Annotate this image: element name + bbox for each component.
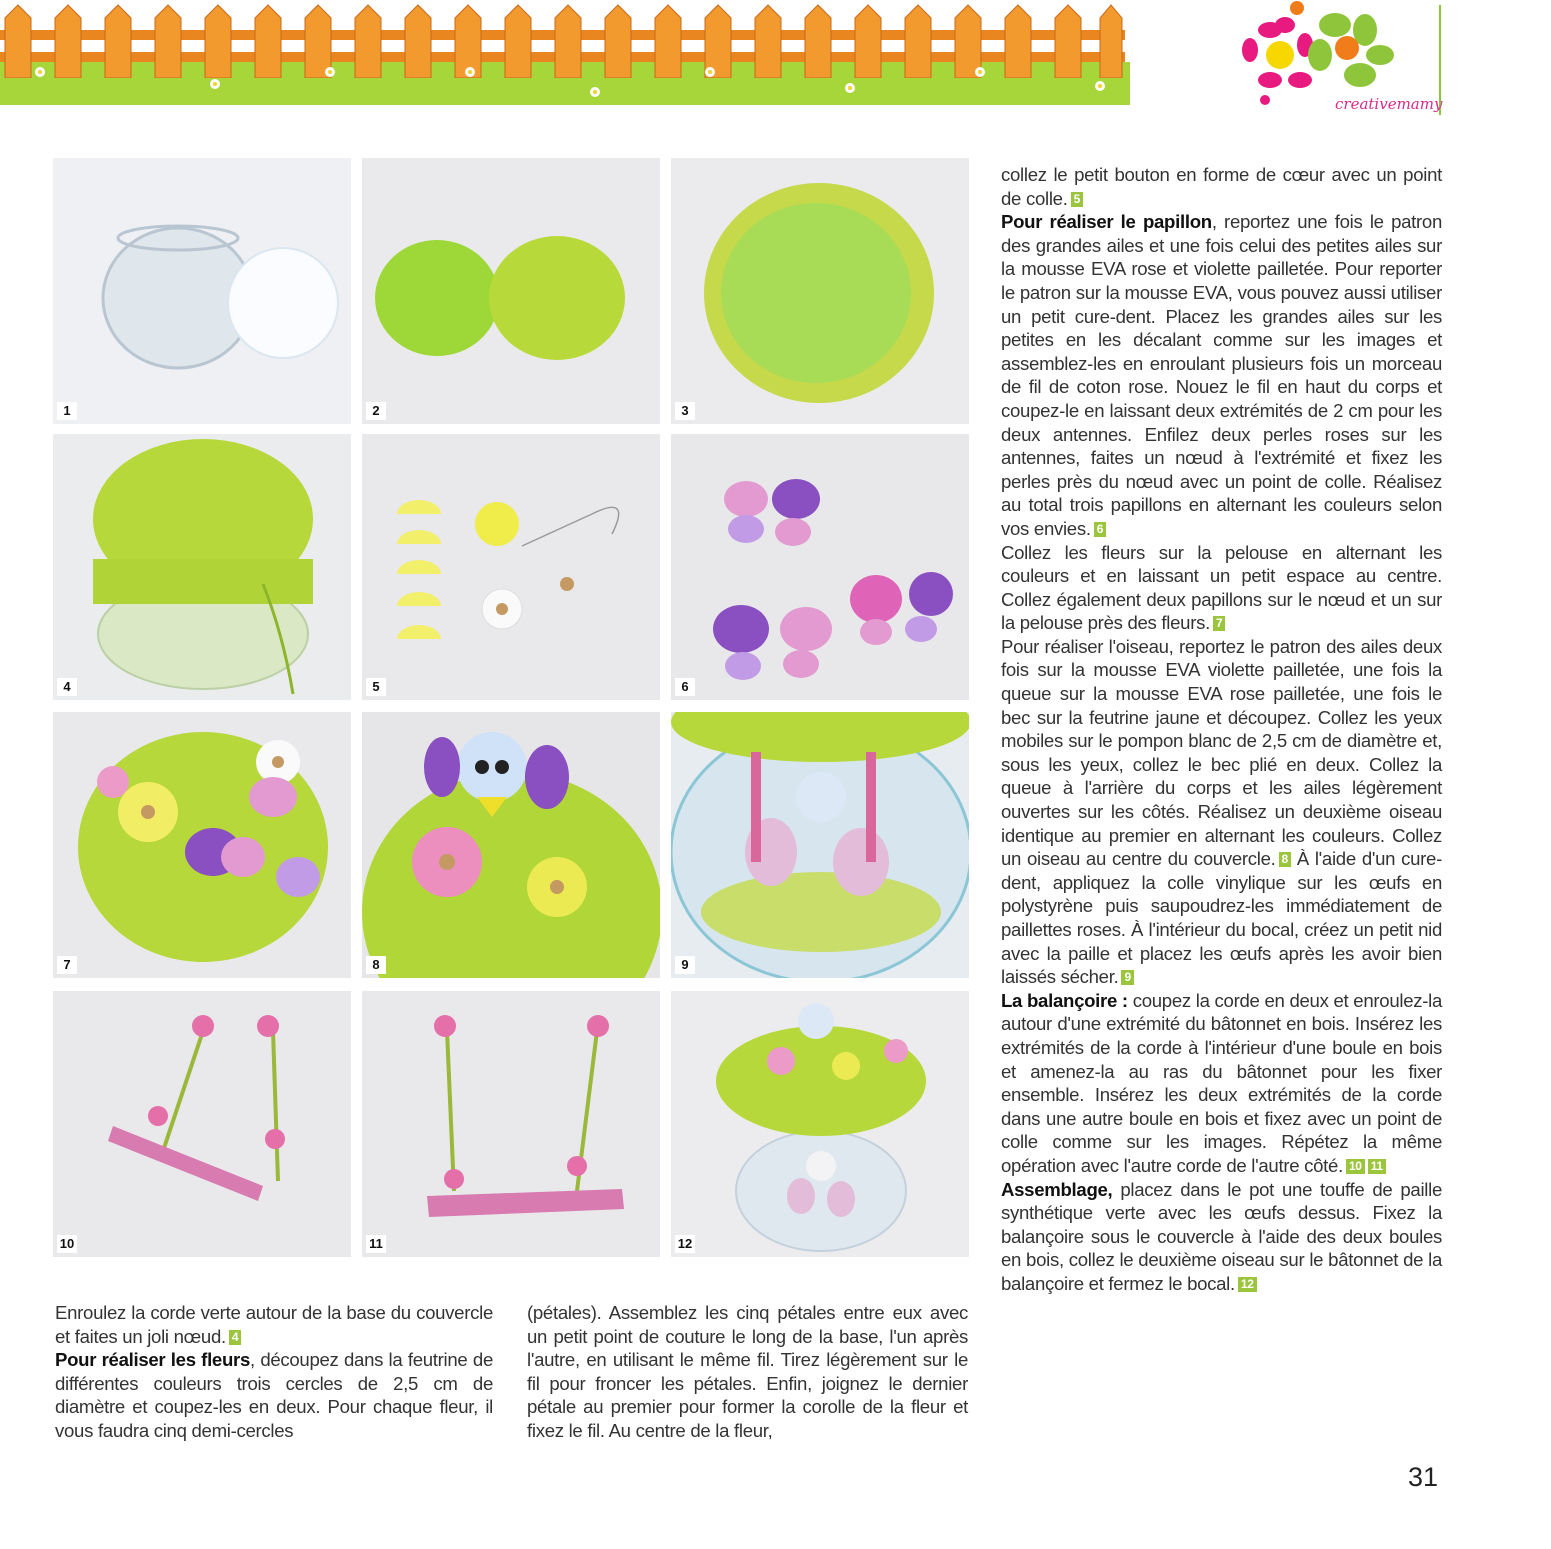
step-photo-11 <box>362 991 660 1257</box>
fence-banner <box>0 0 1130 105</box>
photo-number: 4 <box>57 678 77 696</box>
paragraph: (pétales). Assemblez les cinq pétales entre eux avec un petit point de couture le long de la base, l'un après l'autre, en utilisant le même fil. Tirez légèrement sur le fil pour froncer les pétales. Enfin, joignez le dernier pétale au premier pour former la corolle de la fleur et fixez le fil. Au centre de la fleur, <box>527 1302 968 1441</box>
step-photo-10 <box>53 991 351 1257</box>
step-photo-6 <box>671 434 969 700</box>
step-photo-7 <box>53 712 351 978</box>
paragraph-flowers: Pour réaliser les fleurs, découpez dans la feutrine de différentes couleurs trois cercles de 2,5 cm de diamètre et coupez-les en deux. Pour chaque fleur, il vous faudra cinq demi-cercles <box>55 1349 493 1441</box>
glitter-butterflies-image <box>671 434 969 700</box>
photo-number: 5 <box>366 678 386 696</box>
step-ref-badge: 6 <box>1094 522 1106 537</box>
paragraph-butterfly: Pour réaliser le papillon, reportez une fois le patron des grandes ailes et une fois celui des petites ailes sur la mousse EVA rose et violette pailletée. Pour reporter le patron sur la mousse EVA, vous pouvez aussi utiliser un petit cure-dent. Placez les grandes ailes sur les petites en les décalant comme sur les images et assemblez-les en enroulant plusieurs fois un morceau de fil de coton rose. Nouez le fil en haut du corps et coupez-le en laissant deux extrémités de 2 cm pour les deux antennes. Enfilez deux perles roses sur les antennes, faites un nœud à l'extrémité et fixez les perles près du nœud avec un point de colle. Réalisez au total trois papillons en alternant les couleurs selon vos envies. 6 <box>1001 211 1442 539</box>
step-photo-1 <box>53 158 351 424</box>
swing-rope-and-beads-image <box>53 991 351 1257</box>
section-heading: Pour réaliser le papillon <box>1001 211 1212 233</box>
step-ref-badge: 7 <box>1213 616 1225 631</box>
paragraph: Enroulez la corde verte autour de la base du couvercle et faites un joli nœud. 4 <box>55 1302 493 1347</box>
instructions-left-column <box>55 1301 493 1443</box>
paragraph: Collez les fleurs sur la pelouse en alternant les couleurs et en laissant un petit espace au centre. Collez également deux papillons sur le nœud et un sur la pelouse près des fleurs. 7 <box>1001 541 1442 634</box>
assembled-swing-image <box>362 991 660 1257</box>
photo-number: 3 <box>675 402 695 420</box>
step-ref-badge: 12 <box>1238 1277 1257 1292</box>
jar-and-foam-ball-image <box>53 158 351 424</box>
jar-with-nest-and-eggs-image <box>671 712 969 978</box>
step-ref-badge: 10 <box>1346 1159 1365 1174</box>
photo-number: 8 <box>366 956 386 974</box>
step-ref-badge: 9 <box>1121 970 1133 985</box>
step-photo-3 <box>671 158 969 424</box>
step-photo-2 <box>362 158 660 424</box>
photo-number: 6 <box>675 678 695 696</box>
felt-petals-and-flowers-image <box>362 434 660 700</box>
step-ref-badge: 4 <box>229 1330 241 1345</box>
paragraph-swing: La balançoire : coupez la corde en deux et enroulez-la autour d'une extrémité du bâtonnet en bois. Insérez les extrémités de la corde à l'intérieur d'une boule en bois et amenez-la au ras du bâtonnet pour les fixer ensemble. Insérez les deux extrémités de la corde dans une autre boule en bois et fixez avec un point de colle comme sur les images. Répétez la même opération avec l'autre corde de l'autre côté. 10 11 <box>1001 989 1442 1176</box>
green-felt-and-sisal-image <box>362 158 660 424</box>
photo-number: 7 <box>57 956 77 974</box>
photo-number: 11 <box>366 1235 386 1253</box>
sisal-lid-with-twine-image <box>53 434 351 700</box>
step-ref-badge: 11 <box>1368 1159 1386 1174</box>
step-ref-badge: 5 <box>1071 192 1083 207</box>
brand-logo-text: creativemamy <box>1335 95 1443 113</box>
section-heading: Assemblage, <box>1001 1178 1113 1200</box>
step-photo-12 <box>671 991 969 1257</box>
photo-number: 9 <box>675 956 695 974</box>
felt-circle-on-sisal-image <box>671 158 969 424</box>
step-photo-9 <box>671 712 969 978</box>
bird-on-lid-image <box>362 712 660 978</box>
step-ref-badge: 8 <box>1279 852 1291 867</box>
section-heading: Pour réaliser les fleurs <box>55 1349 251 1371</box>
instructions-middle-column <box>527 1301 968 1443</box>
decorated-lid-flowers-image <box>53 712 351 978</box>
paragraph: collez le petit bouton en forme de cœur avec un point de colle. 5 <box>1001 164 1442 209</box>
photo-number: 12 <box>675 1235 695 1253</box>
photo-number: 1 <box>57 402 77 420</box>
photo-number: 10 <box>57 1235 77 1253</box>
paragraph-bird: Pour réaliser l'oiseau, reportez le patron des ailes deux fois sur la mousse EVA violette pailletée, une fois la queue sur la mousse EVA rose pailletée, une fois le bec sur la feutrine jaune et découpez. Collez les yeux mobiles sur le pompon blanc de 2,5 cm de diamètre et, sous les yeux, collez le bec plié en deux. Collez la queue à l'arrière du corps et les ailes légèrement ouvertes sur les côtés. Réalisez un deuxième oiseau identique au premier en alternant les couleurs. Collez un oiseau au centre du couvercle. 8 À l'aide d'un cure-dent, appliquez la colle vinylique sur les œufs en polystyrène puis saupoudrez-les immédiatement de paillettes roses. À l'intérieur du bocal, créez un petit nid avec la paille et placez les œufs après les avoir bien laissés sécher. 9 <box>1001 635 1442 988</box>
section-heading: La balançoire : <box>1001 989 1128 1011</box>
step-photo-4 <box>53 434 351 700</box>
instructions-right-column <box>1001 163 1442 1296</box>
step-photo-5 <box>362 434 660 700</box>
step-photo-8 <box>362 712 660 978</box>
finished-jar-image <box>671 991 969 1257</box>
page-number: 31 <box>1408 1462 1439 1492</box>
photo-number: 2 <box>366 402 386 420</box>
paragraph-assembly: Assemblage, placez dans le pot une touffe de paille synthétique verte avec les œufs dessus. Fixez la balançoire sous le couvercle à l'aide des deux boules en bois, collez le deuxième oiseau sur le bâtonnet de la balançoire et fermez le bocal. 12 <box>1001 1178 1442 1294</box>
